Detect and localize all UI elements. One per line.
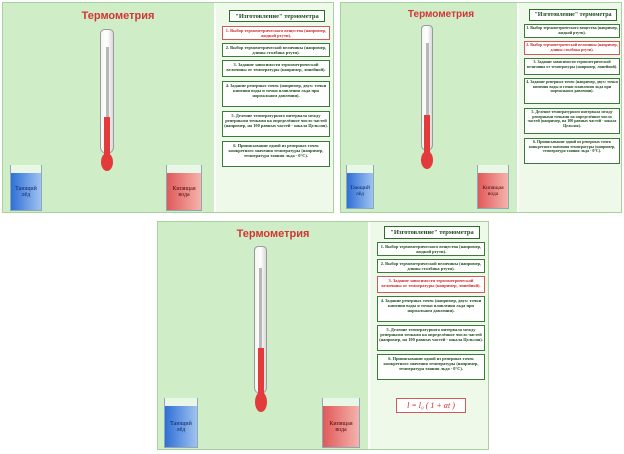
slide-title: Термометрия — [236, 228, 310, 240]
beaker-cold-label: Тающий лёд — [170, 420, 192, 433]
steps-panel — [214, 3, 334, 213]
step-4: 4. Задание реперных точек (например, двух: точки кипения воды и точки плавления льда при нормальном давлении). — [222, 81, 330, 107]
beaker-hot — [166, 165, 202, 211]
thermometer-mercury — [104, 117, 110, 157]
thermometer-mercury — [258, 348, 264, 396]
step-2: 2. Выбор термометрической величины (например, длины столбика ртути). — [524, 41, 620, 55]
step-6: 6. Приписывание одной из реперных точек конкретного значения температуры (например, температура таяния льда - 0°С). — [222, 141, 330, 167]
thermometer-bulb — [101, 153, 113, 171]
beaker-hot-label: Кипящая вода — [329, 420, 353, 433]
step-4: 4. Задание реперных точек (например, двух: точки кипения воды и точки плавления льда при нормальном давлении). — [377, 296, 485, 322]
steps-panel — [517, 3, 622, 213]
step-6: 6. Приписывание одной из реперных точек конкретного значения температуры (например, температура таяния льда - 0°С). — [377, 354, 485, 380]
beaker-cold — [346, 165, 374, 209]
thermometer-capillary — [426, 43, 429, 115]
step-5: 5. Деление температурного интервала между реперными точками на определённое число частей (например, на 100 равных частей - шкала Цельсия). — [524, 108, 620, 134]
slide-title: Термометрия — [407, 9, 475, 20]
step-3: 3. Задание зависимости термометрической величины от температуры (например, линейной). — [524, 58, 620, 75]
beaker-hot-label: Кипящая вода — [482, 184, 504, 197]
beaker-cold — [164, 398, 198, 448]
step-1: 1. Выбор термометрического вещества (например, жидкой ртути). — [377, 242, 485, 256]
panel-title: "Изготовление" термометра — [229, 10, 325, 22]
beaker-hot — [477, 165, 509, 209]
slide-1 — [2, 2, 334, 213]
slide-2 — [340, 2, 622, 213]
slide-3 — [157, 221, 489, 450]
step-3: 3. Задание зависимости термометрической величины от температуры (например, линейной). — [222, 60, 330, 77]
step-3: 3. Задание зависимости термометрической величины от температуры (например, линейной). — [377, 276, 485, 293]
thermometer-bulb — [421, 151, 433, 169]
slide-title: Термометрия — [81, 10, 155, 22]
step-5: 5. Деление температурного интервала между реперными точками на определённое число частей (например, на 100 равных частей - шкала Цельсия). — [222, 111, 330, 137]
panel-title: "Изготовление" термометра — [384, 226, 480, 239]
thermometer-mercury — [424, 115, 430, 155]
steps-panel — [368, 222, 489, 450]
beaker-cold-label: Тающий лёд — [15, 185, 37, 198]
step-5: 5. Деление температурного интервала между реперными точками на определённое число частей (например, на 100 равных частей - шкала Цельсия). — [377, 325, 485, 351]
formula-box: l = l₀ ( 1 + αt ) — [396, 398, 466, 413]
beaker-cold — [10, 165, 42, 211]
step-1: 1. Выбор термометрического вещества (например, жидкой ртути). — [222, 26, 330, 40]
step-2: 2. Выбор термометрической величины (например, длины столбика ртути). — [377, 259, 485, 273]
thermometer-bulb — [255, 392, 267, 412]
step-6: 6. Приписывание одной из реперных точек конкретного значения температуры (например, температура таяния льда - 0°С). — [524, 138, 620, 164]
beaker-hot-label: Кипящая вода — [172, 185, 196, 198]
thermometer-capillary — [259, 268, 262, 348]
step-4: 4. Задание реперных точек (например, двух: точки кипения воды и точки плавления льда при нормальном давлении). — [524, 78, 620, 104]
beaker-cold-label: Тающий лёд — [350, 184, 370, 197]
panel-title: "Изготовление" термометра — [529, 9, 617, 21]
beaker-hot — [322, 398, 360, 448]
step-2: 2. Выбор термометрической величины (например, длины столбика ртути). — [222, 43, 330, 57]
step-1: 1. Выбор термометрического вещества (например, жидкой ртути). — [524, 24, 620, 38]
thermometer-capillary — [106, 47, 109, 117]
